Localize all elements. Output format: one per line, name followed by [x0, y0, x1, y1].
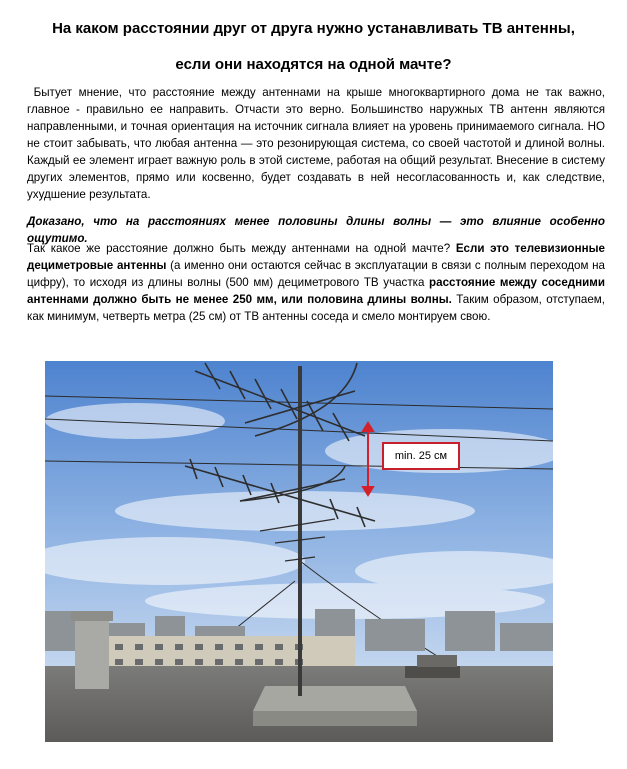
recommendation-text-2: (а именно они остаются сейчас в эксплуатации в связи с полным переходом на цифру), то исходя из длины волны (500 мм) дециметрового ТВ участка — [27, 259, 605, 289]
recommendation-paragraph — [27, 240, 605, 325]
distance-callout: min. 25 см — [382, 442, 460, 470]
intro-paragraph — [27, 84, 605, 203]
recommendation-bold-1: Если это телевизионные дециметровые антенны — [27, 242, 605, 272]
recommendation-bold-2: расстояние между соседними антеннами должно быть не менее 250 мм, или половина длины волны. — [27, 276, 605, 306]
antenna-mast-photo — [45, 361, 553, 742]
intro-text: Бытует мнение, что расстояние между антеннами на крыше многоквартирного дома не так важно, главное - правильно ее направить. Отчасти это верно. Большинство наружных ТВ антенн являются направленными, и точная ориентация на источник сигнала влияет на уровень принимаемого сигнала. НО не стоит забывать, что любая антенна — это резонирующая система, со своей частотой и длиной волны. Каждый ее элемент играет важную роль в этой системе, работая на общий результат. Внесение в систему других элементов, прямо или косвенно, будет создавать в ней несогласованность и, как следствие, ухудшение результата. — [27, 86, 605, 201]
emphasis-paragraph: Доказано, что на расстояниях менее половины длины волны — это влияние особенно ощутимо. — [27, 215, 605, 245]
article-title-line-2: если они находятся на одной мачте? — [175, 56, 452, 73]
recommendation-text-3: Таким образом, отступаем, как минимум, четверть метра (25 см) от ТВ антенны соседа и смело монтируем свою. — [27, 293, 605, 323]
recommendation-text-1: Так какое же расстояние должно быть между антеннами на одной мачте? — [27, 242, 456, 255]
article-title-line-1: На каком расстоянии друг от друга нужно устанавливать ТВ антенны, — [52, 20, 575, 37]
